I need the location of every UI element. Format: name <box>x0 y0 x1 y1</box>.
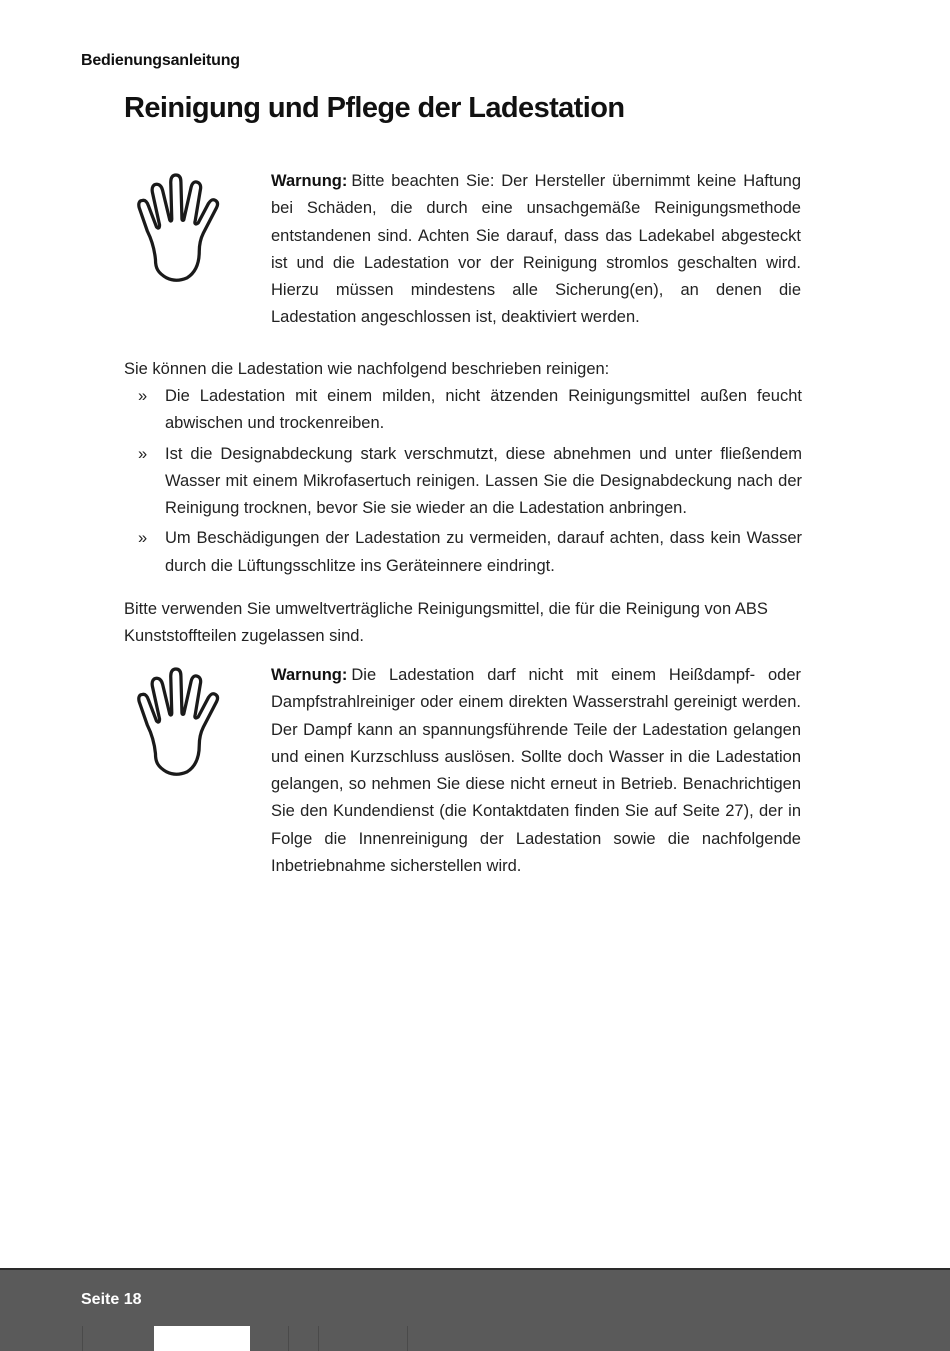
footer-tab[interactable] <box>288 1326 319 1351</box>
closing-text: Bitte verwenden Sie umweltverträgliche Reinigungsmittel, die für die Reinigung von ABS Kunststoffteilen zugelassen sind. <box>124 600 768 646</box>
warning-text-2 <box>271 662 801 880</box>
list-item <box>124 441 802 523</box>
warning-body-2-end: ), der in Folge die Innenreinigung der Ladestation sowie die nachfolgende Inbetriebnahme sicherstellen wird. <box>271 802 802 876</box>
warning-text-1 <box>271 168 801 332</box>
list-item-text: Ist die Designabdeckung stark verschmutzt, diese abnehmen und unter fließendem Wasser mit einem Mikrofasertuch reinigen. Lassen Sie die Designabdeckung nach der Reinigung trocknen, bevor Sie sie wieder an die Ladestation anbringen. <box>165 444 802 518</box>
hand-stop-icon <box>132 666 238 778</box>
footer-tab[interactable] <box>82 1326 155 1351</box>
warning-block-1 <box>124 168 804 332</box>
warning-block-2 <box>124 662 804 880</box>
list-item-text: Um Beschädigungen der Ladestation zu vermeiden, darauf achten, dass kein Wasser durch die Lüftungsschlitze ins Geräteinnere eindringt. <box>165 529 802 575</box>
page-footer <box>0 1268 950 1351</box>
warning-label-1: Warnung: <box>271 172 348 190</box>
bullet-marker: » <box>138 387 148 405</box>
bullet-marker: » <box>138 529 148 548</box>
bullet-marker: » <box>138 444 148 463</box>
page-number: Seite 18 <box>81 1291 142 1308</box>
page-title: Reinigung und Pflege der Ladestation <box>124 92 625 124</box>
list-item <box>124 525 802 580</box>
footer-tab-active[interactable] <box>154 1326 250 1351</box>
cleaning-steps-list <box>124 383 802 583</box>
page-reference-link[interactable]: Seite 27 <box>682 802 744 821</box>
footer-tab[interactable] <box>318 1326 408 1351</box>
hand-stop-icon <box>132 172 238 284</box>
list-item-text: Die Ladestation mit einem milden, nicht ätzenden Reinigungsmittel außen feucht abwischen und trockenreiben. <box>165 387 802 433</box>
running-header: Bedienungsanleitung <box>81 52 240 69</box>
list-item <box>124 383 802 438</box>
warning-body-1: Bitte beachten Sie: Der Hersteller übernimmt keine Haftung bei Schäden, die durch eine unsachgemäße Reinigungsmethode entstandenen sind. Achten Sie darauf, dass das Ladekabel abgesteckt ist und die Ladestation vor der Reinigung stromlos geschalten wird. Hierzu müssen mindestens alle Sicherung(en), an denen die Ladestation angeschlossen ist, deaktiviert werden. <box>271 172 801 327</box>
intro-text: Sie können die Ladestation wie nachfolgend beschrieben reinigen: <box>124 360 610 378</box>
warning-body-2: Die Ladestation darf nicht mit einem Heißdampf- oder Dampfstrahlreiniger oder einem direkten Wasserstrahl gereinigt werden. Der Dampf kann an spannungsführende Teile der Ladestation gelangen und einen Kurzschluss auslösen. Sollte doch Wasser in die Ladestation gelangen, so nehmen Sie diese nicht erneut in Betrieb. Benachrichtigen Sie den Kundendienst (die Kontaktdaten finden Sie auf <box>271 666 801 821</box>
warning-label-2: Warnung: <box>271 666 348 684</box>
